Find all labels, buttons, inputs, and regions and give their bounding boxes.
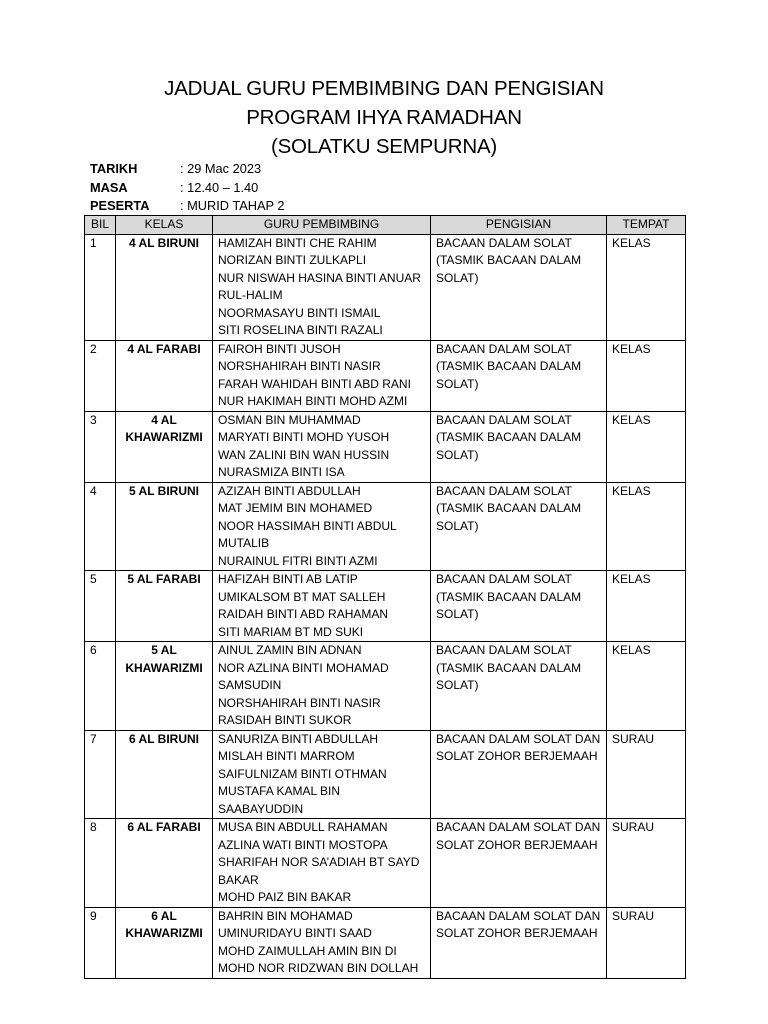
pengisian-line: SOLAT) (436, 447, 479, 462)
pengisian-line: (TASMIK BACAAN DALAM (436, 359, 582, 373)
table-row (85, 819, 686, 908)
teacher-name: SAMSUDIN (218, 678, 282, 692)
pengisian-line: BACAAN DALAM SOLAT DAN (436, 820, 601, 834)
header-pengisian: PENGISIAN (431, 216, 607, 235)
teacher-name: NOR AZLINA BINTI MOHAMAD (218, 660, 389, 675)
teacher-name: RAIDAH BINTI ABD RAHAMAN (218, 607, 389, 621)
teacher-name: MOHD NOR RIDZWAN BIN DOLLAH (218, 961, 419, 975)
guru-cell (213, 234, 431, 340)
pengisian-line: BACAAN DALAM SOLAT DAN (436, 731, 601, 746)
bil-cell: 3 (85, 411, 116, 482)
table-header-row (85, 216, 686, 235)
pengisian-line: BACAAN DALAM SOLAT (436, 235, 572, 250)
teacher-name: NORSHAHIRAH BINTI NASIR (218, 695, 381, 710)
peserta-label: PESERTA (90, 198, 150, 213)
bil-cell: 1 (85, 234, 116, 340)
guru-cell (213, 411, 431, 482)
teacher-name: MUTALIB (218, 536, 270, 550)
teacher-name: OSMAN BIN MUHAMMAD (218, 412, 361, 427)
tempat-cell: KELAS (607, 411, 686, 482)
kelas-cell: 5 AL BIRUNI (116, 482, 213, 571)
pengisian-line: SOLAT) (436, 518, 479, 533)
pengisian-line: (TASMIK BACAAN DALAM (436, 660, 582, 675)
title-line-2: PROGRAM IHYA RAMADHAN (246, 106, 522, 129)
teacher-name: NURASMIZA BINTI ISA (218, 465, 345, 479)
pengisian-line: SOLAT) (436, 678, 479, 692)
header-tempat: TEMPAT (607, 216, 686, 235)
kelas-cell: 4 AL FARABI (116, 340, 213, 411)
peserta-value: : MURID TAHAP 2 (180, 198, 285, 213)
peserta-row (90, 197, 285, 216)
bil-cell: 5 (85, 571, 116, 642)
teacher-name: UMIKALSOM BT MAT SALLEH (218, 589, 386, 604)
schedule-table (84, 215, 686, 979)
teacher-name: AZIZAH BINTI ABDULLAH (218, 483, 361, 498)
teacher-name: MOHD ZAIMULLAH AMIN BIN DI (218, 943, 397, 958)
teacher-name: FAIROH BINTI JUSOH (218, 341, 341, 356)
pengisian-line: BACAAN DALAM SOLAT DAN (436, 908, 601, 923)
pengisian-line: BACAAN DALAM SOLAT (436, 643, 572, 657)
teacher-name: SAABAYUDDIN (218, 801, 304, 816)
teacher-name: NOOR HASSIMAH BINTI ABDUL (218, 518, 397, 533)
teacher-name: MAT JEMIM BIN MOHAMED (218, 501, 373, 515)
guru-cell (213, 819, 431, 908)
guru-cell (213, 340, 431, 411)
tempat-cell: KELAS (607, 340, 686, 411)
table-row (85, 340, 686, 411)
teacher-name: MUSA BIN ABDULL RAHAMAN (218, 820, 388, 834)
title-line-1: JADUAL GURU PEMBIMBING DAN PENGISIAN (164, 77, 604, 100)
tempat-cell: KELAS (607, 642, 686, 731)
pengisian-cell (431, 340, 607, 411)
masa-value: : 12.40 – 1.40 (180, 179, 259, 195)
pengisian-line: (TASMIK BACAAN DALAM (436, 253, 582, 267)
teacher-name: SITI MARIAM BT MD SUKI (218, 624, 364, 639)
table-row (85, 642, 686, 731)
pengisian-cell (431, 730, 607, 819)
teacher-name: BAKAR (218, 872, 259, 887)
pengisian-line: SOLAT) (436, 376, 479, 391)
teacher-name: RASIDAH BINTI SUKOR (218, 713, 352, 727)
table-row (85, 907, 686, 978)
table-row (85, 571, 686, 642)
tarikh-label: TARIKH (90, 161, 138, 176)
teacher-name: AINUL ZAMIN BIN ADNAN (218, 643, 362, 657)
teacher-name: MUSTAFA KAMAL BIN (218, 784, 341, 798)
pengisian-line: BACAAN DALAM SOLAT (436, 412, 572, 427)
kelas-cell: 6 AL BIRUNI (116, 730, 213, 819)
teacher-name: MOHD PAIZ BIN BAKAR (218, 890, 352, 904)
tempat-cell: SURAU (607, 730, 686, 819)
pengisian-line: SOLAT ZOHOR BERJEMAAH (436, 837, 598, 852)
teacher-name: NORSHAHIRAH BINTI NASIR (218, 359, 381, 373)
teacher-name: HAFIZAH BINTI AB LATIP (218, 572, 358, 586)
teacher-name: BAHRIN BIN MOHAMAD (218, 908, 353, 923)
bil-cell: 9 (85, 907, 116, 978)
pengisian-line: (TASMIK BACAAN DALAM (436, 589, 582, 604)
kelas-cell: 4 AL BIRUNI (116, 234, 213, 340)
title-line-3: (SOLATKU SEMPURNA) (270, 135, 498, 158)
pengisian-line: BACAAN DALAM SOLAT (436, 572, 572, 586)
bil-cell: 8 (85, 819, 116, 908)
teacher-name: SHARIFAH NOR SA’ADIAH BT SAYD (218, 855, 420, 869)
teacher-name: AZLINA WATI BINTI MOSTOPA (218, 837, 388, 852)
teacher-name: MISLAH BINTI MARROM (218, 749, 355, 763)
table-row (85, 234, 686, 340)
document-title (0, 74, 768, 161)
program-details (90, 160, 285, 216)
pengisian-line: BACAAN DALAM SOLAT (436, 483, 572, 498)
bil-cell: 4 (85, 482, 116, 571)
header-kelas: KELAS (116, 216, 213, 235)
kelas-cell: 6 AL KHAWARIZMI (116, 907, 213, 978)
pengisian-cell (431, 642, 607, 731)
header-bil: BIL (85, 216, 116, 235)
tarikh-row (90, 160, 285, 179)
pengisian-cell (431, 571, 607, 642)
table-row (85, 411, 686, 482)
kelas-cell: 4 AL KHAWARIZMI (116, 411, 213, 482)
pengisian-cell (431, 907, 607, 978)
teacher-name: NUR NISWAH HASINA BINTI ANUAR (218, 270, 421, 285)
pengisian-line: SOLAT ZOHOR BERJEMAAH (436, 926, 598, 940)
teacher-name: NOORMASAYU BINTI ISMAIL (218, 305, 381, 320)
bil-cell: 2 (85, 340, 116, 411)
kelas-cell: 6 AL FARABI (116, 819, 213, 908)
teacher-name: SITI ROSELINA BINTI RAZALI (218, 323, 383, 337)
teacher-name: FARAH WAHIDAH BINTI ABD RANI (218, 376, 411, 391)
tempat-cell: SURAU (607, 907, 686, 978)
bil-cell: 6 (85, 642, 116, 731)
pengisian-line: (TASMIK BACAAN DALAM (436, 430, 582, 444)
tempat-cell: KELAS (607, 571, 686, 642)
teacher-name: UMINURIDAYU BINTI SAAD (218, 926, 372, 940)
teacher-name: SAIFULNIZAM BINTI OTHMAN (218, 766, 387, 781)
guru-cell (213, 482, 431, 571)
kelas-cell: 5 AL KHAWARIZMI (116, 642, 213, 731)
pengisian-line: SOLAT) (436, 270, 479, 285)
table-row (85, 482, 686, 571)
teacher-name: WAN ZALINI BIN WAN HUSSIN (218, 447, 390, 462)
masa-row (90, 179, 285, 198)
teacher-name: NORIZAN BINTI ZULKAPLI (218, 253, 367, 267)
guru-cell (213, 907, 431, 978)
pengisian-line: (TASMIK BACAAN DALAM (436, 501, 582, 515)
teacher-name: MARYATI BINTI MOHD YUSOH (218, 430, 390, 444)
teacher-name: NURAINUL FITRI BINTI AZMI (218, 553, 378, 568)
tempat-cell: KELAS (607, 482, 686, 571)
pengisian-line: BACAAN DALAM SOLAT (436, 341, 572, 356)
tempat-cell: KELAS (607, 234, 686, 340)
pengisian-cell (431, 482, 607, 571)
tempat-cell: SURAU (607, 819, 686, 908)
pengisian-cell (431, 819, 607, 908)
tarikh-value: : 29 Mac 2023 (180, 161, 262, 176)
masa-label: MASA (90, 179, 128, 195)
teacher-name: HAMIZAH BINTI CHE RAHIM (218, 235, 377, 250)
guru-cell (213, 730, 431, 819)
teacher-name: NUR HAKIMAH BINTI MOHD AZMI (218, 394, 408, 408)
kelas-cell: 5 AL FARABI (116, 571, 213, 642)
pengisian-cell (431, 234, 607, 340)
table-row (85, 730, 686, 819)
table-body (85, 234, 686, 978)
pengisian-line: SOLAT) (436, 607, 479, 621)
guru-cell (213, 642, 431, 731)
teacher-name: RUL-HALIM (218, 288, 283, 302)
teacher-name: SANURIZA BINTI ABDULLAH (218, 731, 379, 746)
guru-cell (213, 571, 431, 642)
header-guru: GURU PEMBIMBING (213, 216, 431, 235)
pengisian-cell (431, 411, 607, 482)
bil-cell: 7 (85, 730, 116, 819)
pengisian-line: SOLAT ZOHOR BERJEMAAH (436, 749, 598, 763)
